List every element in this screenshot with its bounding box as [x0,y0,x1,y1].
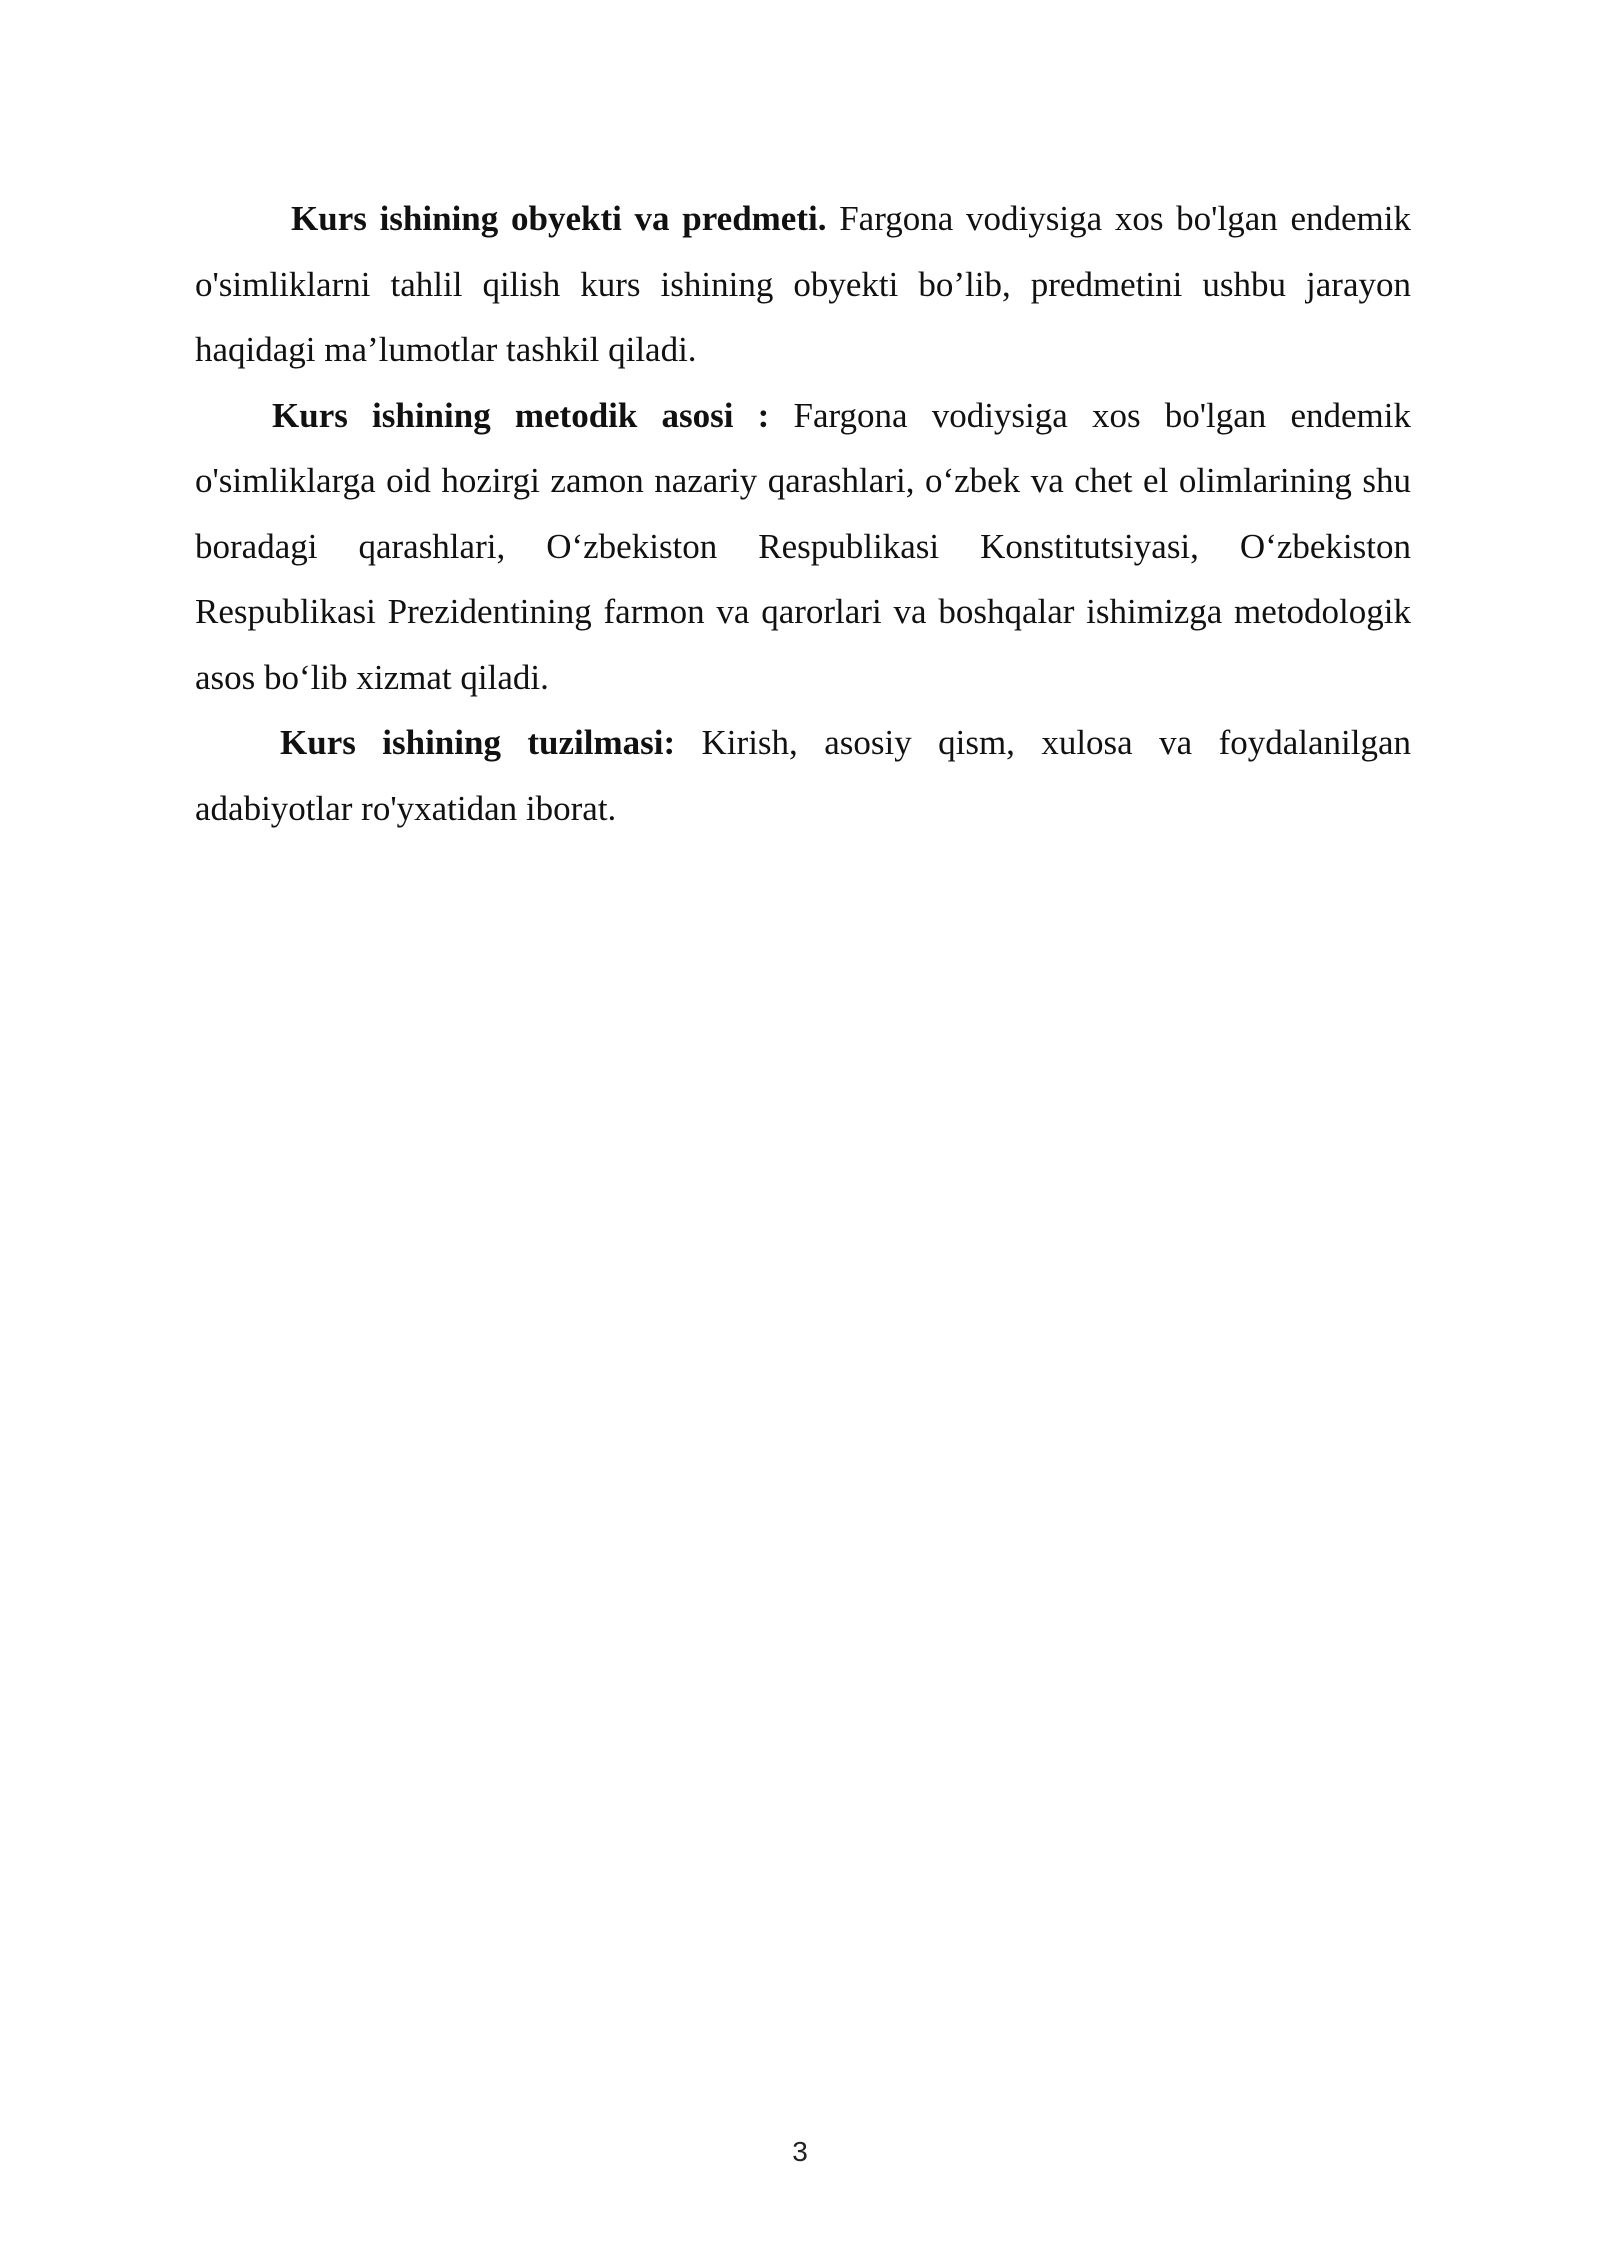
document-body [195,186,1411,841]
paragraph-structure [195,710,1411,841]
paragraph-heading: Kurs ishining metodik asosi : [272,395,770,435]
paragraph-heading: Kurs ishining tuzilmasi: [280,723,676,762]
page-number: 3 [792,2136,808,2167]
paragraph-text: Kirish, asosiy qism, xulosa va foydalanilgan adabiyotlar ro'yxatidan iborat. [195,723,1412,828]
paragraph-text: Fargona vodiysiga xos bo'lgan endemik o'simliklarni tahlil qilish kurs ishining obyekti bo’lib, predmetini ushbu jarayon haqidagi ma’lumotlar tashkil qiladi. [195,199,1411,369]
paragraph-methodological-basis [195,383,1411,711]
paragraph-text: Fargona vodiysiga xos bo'lgan endemik o'simliklarga oid hozirgi zamon nazariy qarashlari, o‘zbek va chet el olimlarining shu boradagi qarashlari, O‘zbekiston Respublikasi Konstitutsiyasi, O‘zbekiston Respublikasi Prezidentining farmon va qarorlari va boshqalar ishimizga metodologik asos bo‘lib xizmat qiladi. [195,395,1411,697]
paragraph-heading: Kurs ishining obyekti va predmeti. [291,199,827,238]
paragraph-object-subject [195,186,1411,383]
